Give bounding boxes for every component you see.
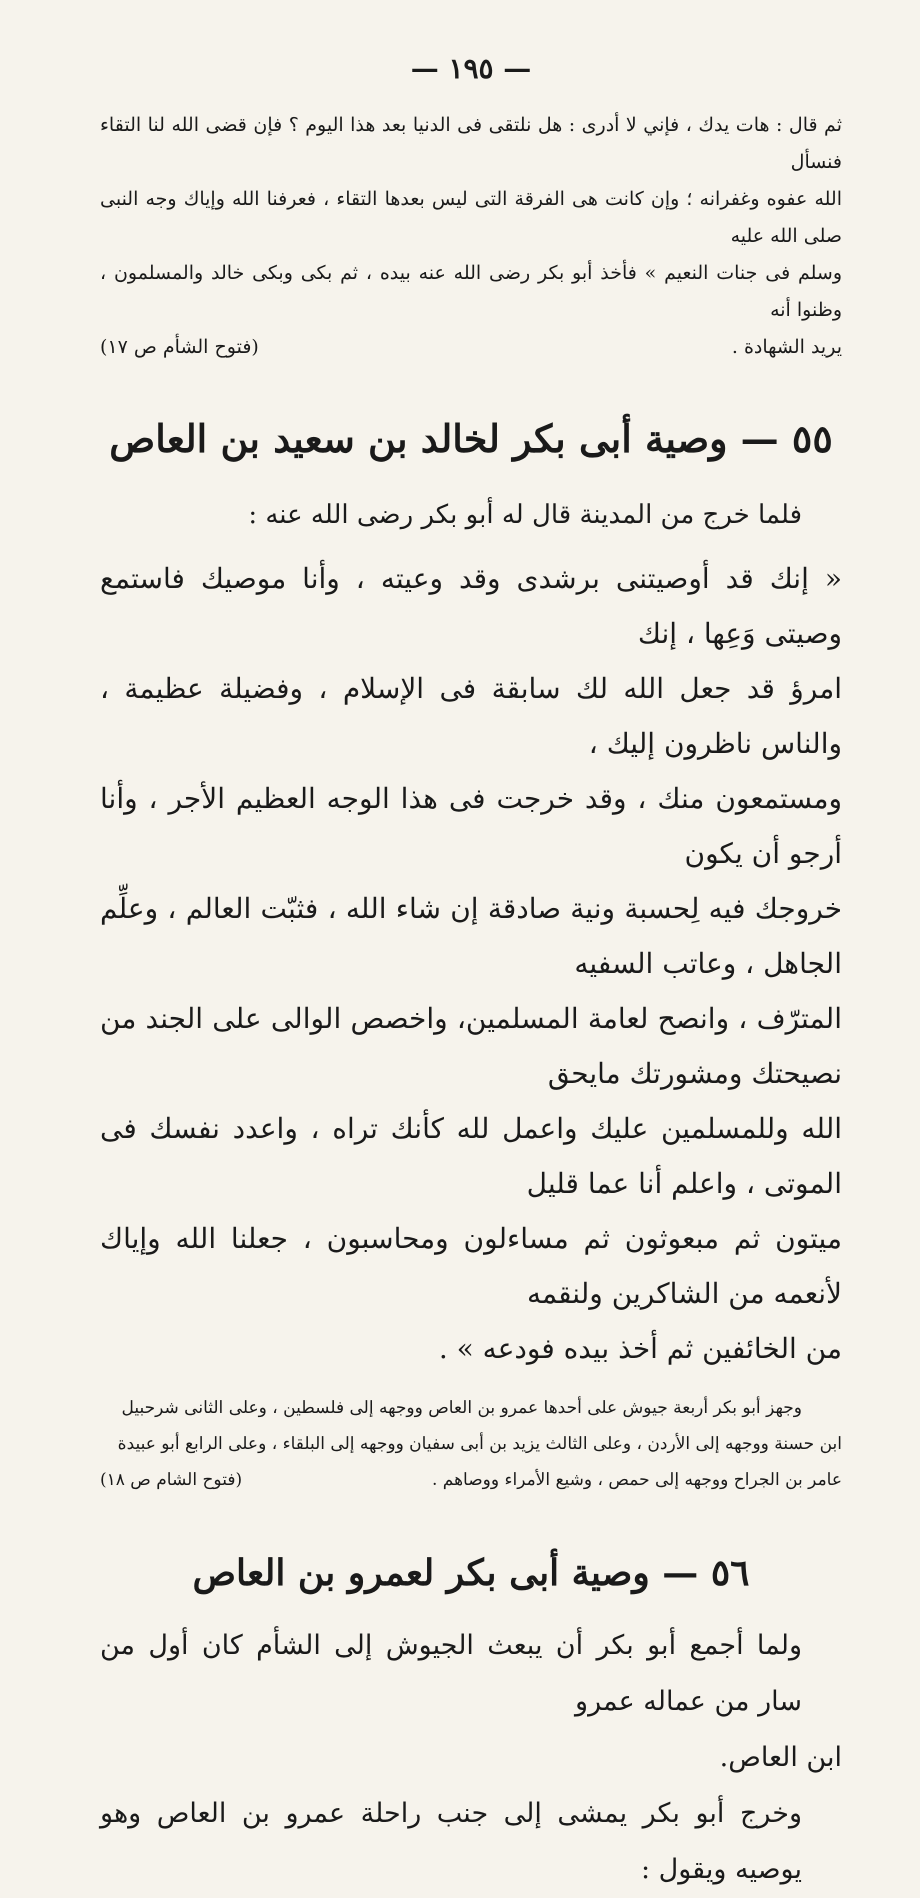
text-line: يريد الشهادة . bbox=[731, 336, 842, 358]
text-line: ومستمعون منك ، وقد خرجت فى هذا الوجه العظيم الأجر ، وأنا أرجو أن يكون bbox=[100, 782, 842, 870]
text-line: عامر بن الجراح ووجهه إلى حمص ، وشيع الأمراء ووصاهم . bbox=[431, 1470, 842, 1490]
top-last-line-row bbox=[100, 329, 842, 366]
section-55-quote bbox=[100, 551, 842, 1376]
note-last-line-row bbox=[100, 1462, 842, 1498]
section-56-title: ٥٦ — وصية أبى بكر لعمرو بن العاص bbox=[192, 1552, 750, 1594]
text-line: خروجك فيه لِحسبة ونية صادقة إن شاء الله ، فثبّت العالم ، وعلِّم الجاهل ، وعاتب السفيه bbox=[100, 892, 842, 980]
text-line: المترّف ، وانصح لعامة المسلمين، واخصص الوالى على الجند من نصيحتك ومشورتك مايحق bbox=[100, 1002, 842, 1090]
text-line: وسلم فى جنات النعيم » فأخذ أبو بكر رضى الله عنه بيده ، ثم بكى وبكى خالد والمسلمون ، وظنوا أنه bbox=[100, 262, 842, 321]
section-55-title: ٥٥ — وصية أبى بكر لخالد بن سعيد بن العاص bbox=[109, 416, 833, 461]
section-55-intro: فلما خرج من المدينة قال له أبو بكر رضى الله عنه : bbox=[248, 500, 802, 530]
text-line: الله عفوه وغفرانه ؛ وإن كانت هى الفرقة التى ليس بعدها التقاء ، فعرفنا الله وإياك وجه النبى صلى الله عليه bbox=[100, 188, 842, 247]
top-paragraph bbox=[100, 107, 842, 366]
source-reference: (فتوح الشأم ص ١٧) bbox=[100, 336, 259, 358]
text-line: وجهز أبو بكر أربعة جيوش على أحدها عمرو بن العاص ووجهه إلى فلسطين ، وعلى الثانى شرحبيل bbox=[121, 1398, 802, 1418]
section-55-note bbox=[100, 1390, 842, 1498]
text-line: « إنك قد أوصيتنى برشدى وقد وعيته ، وأنا موصيك فاستمع وصيتى وَعِها ، إنك bbox=[100, 562, 842, 650]
text-line: من الخائفين ثم أخذ بيده فودعه » . bbox=[438, 1332, 842, 1365]
text-line: وخرج أبو بكر يمشى إلى جنب راحلة عمرو بن العاص وهو يوصيه ويقول : bbox=[100, 1798, 802, 1885]
text-line: ابن حسنة ووجهه إلى الأردن ، وعلى الثالث يزيد بن أبى سفيان ووجهه إلى البلقاء ، وعلى الرابع أبو عبيدة bbox=[117, 1434, 842, 1454]
text-line: ابن العاص. bbox=[719, 1742, 842, 1773]
text-line: الله وللمسلمين عليك واعمل لله كأنك تراه ، واعدد نفسك فى الموتى ، واعلم أنا عما قليل bbox=[100, 1112, 842, 1200]
page-number: — ١٩٥ — bbox=[410, 52, 532, 85]
text-line: امرؤ قد جعل الله لك سابقة فى الإسلام ، وفضيلة عظيمة ، والناس ناظرون إليك ، bbox=[100, 672, 842, 760]
source-reference: (فتوح الشام ص ١٨) bbox=[100, 1470, 243, 1490]
text-line: ميتون ثم مبعوثون ثم مساءلون ومحاسبون ، جعلنا الله وإياك لأنعمه من الشاكرين ولنقمه bbox=[100, 1222, 842, 1310]
text-line: ثم قال : هات يدك ، فإني لا أدرى : هل نلتقى فى الدنيا بعد هذا اليوم ؟ فإن قضى الله لنا التقاء فنسأل bbox=[100, 114, 842, 173]
section-56-body bbox=[100, 1618, 842, 1898]
text-line: ولما أجمع أبو بكر أن يبعث الجيوش إلى الشأم كان أول من سار من عماله عمرو bbox=[100, 1630, 802, 1717]
